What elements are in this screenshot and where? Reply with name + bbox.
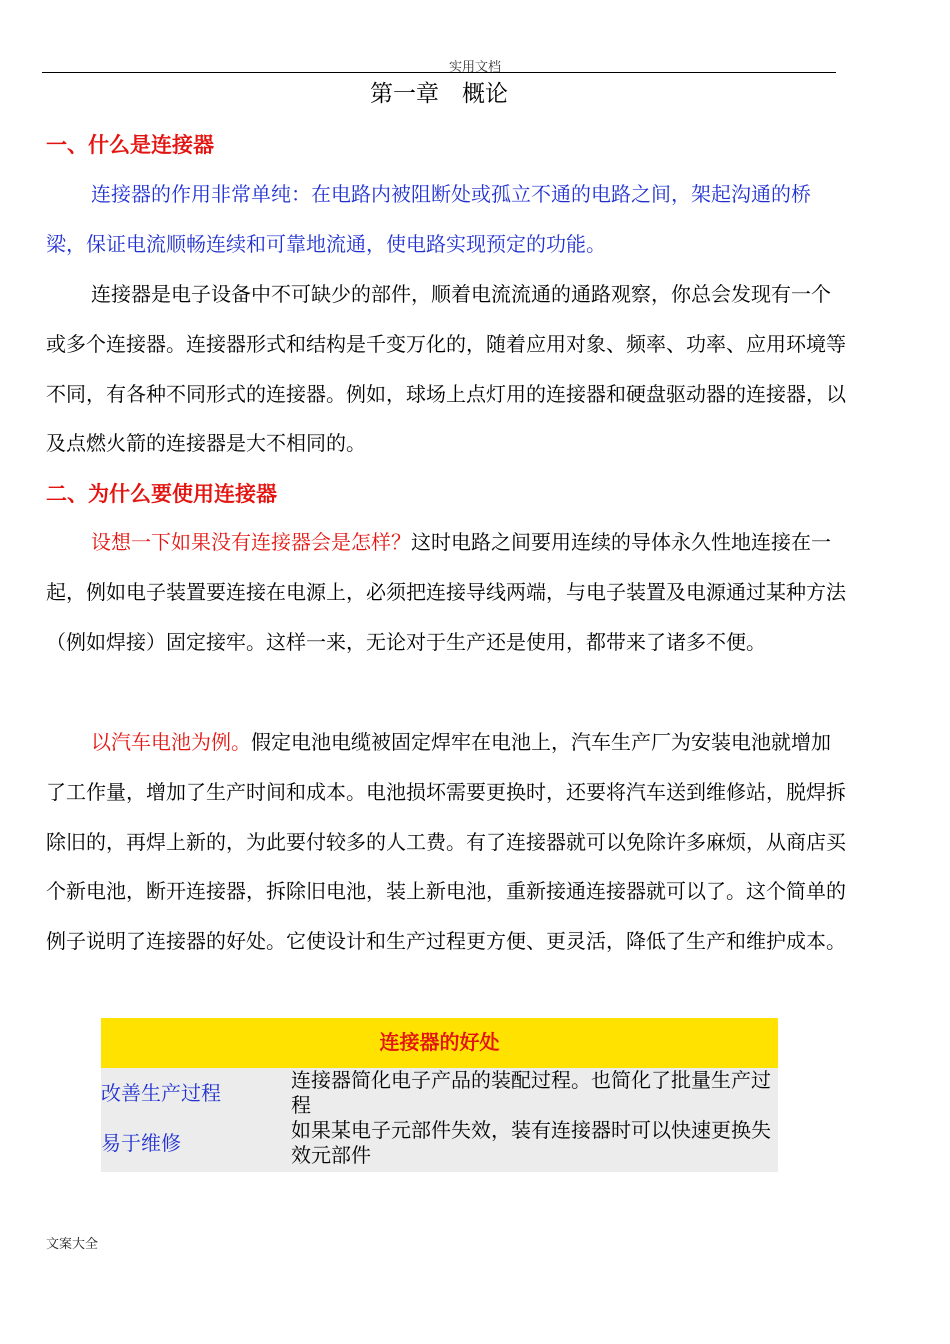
section-heading-1: 一、什么是连接器 — [46, 133, 214, 157]
table-row-value: 连接器简化电子产品的装配过程。也简化了批量生产过程 — [291, 1068, 771, 1117]
chapter-title: 第一章 概论 — [370, 81, 508, 107]
section-2-paragraph-1 — [46, 518, 846, 667]
table-row-value: 如果某电子元部件失效，装有连接器时可以快速更换失效元部件 — [291, 1118, 771, 1167]
table-title: 连接器的好处 — [101, 1018, 778, 1068]
paragraph-lead: 以汽车电池为例。 — [91, 730, 251, 754]
benefits-table — [101, 1018, 778, 1172]
section-1-paragraph-2: 连接器是电子设备中不可缺少的部件，顺着电流流通的通路观察，你总会发现有一个或多个连接器。连接器形式和结构是千变万化的，随着应用对象、频率、功率、应用环境等不同，有各种不同形式的连接器。例如，球场上点灯用的连接器和硬盘驱动器的连接器，以及点燃火箭的连接器是大不相同的。 — [46, 282, 846, 456]
table-row — [101, 1118, 778, 1168]
page-header: 实用文档 — [448, 60, 501, 75]
paragraph-body: 假定电池电缆被固定焊牢在电池上，汽车生产厂为安装电池就增加了工作量，增加了生产时间和成本。电池损坏需要更换时，还要将汽车送到维修站，脱焊拆除旧的，再焊上新的，为此要付较多的人工费。有了连接器就可以免除许多麻烦，从商店买个新电池，断开连接器，拆除旧电池，装上新电池，重新接通连接器就可以了。这个简单的例子说明了连接器的好处。它使设计和生产过程更方便、更灵活，降低了生产和维护成本。 — [46, 730, 846, 954]
table-row — [101, 1068, 778, 1118]
paragraph-body: 这时电路之间要用连续的导体永久性地连接在一起，例如电子装置要连接在电源上，必须把连接导线两端，与电子装置及电源通过某种方法（例如焊接）固定接牢。这样一来，无论对于生产还是使用，都带来了诸多不便。 — [46, 530, 846, 654]
section-1-paragraph-1: 连接器的作用非常单纯：在电路内被阻断处或孤立不通的电路之间，架起沟通的桥梁，保证电流顺畅连续和可靠地流通，使电路实现预定的功能。 — [46, 182, 811, 256]
table-row-key: 改善生产过程 — [101, 1081, 221, 1105]
page-footer: 文案大全 — [46, 1237, 99, 1252]
header-rule — [42, 72, 836, 73]
table-row-key: 易于维修 — [101, 1131, 181, 1155]
table-body — [101, 1068, 778, 1172]
paragraph-lead: 设想一下如果没有连接器会是怎样？ — [91, 530, 411, 554]
section-heading-2: 二、为什么要使用连接器 — [46, 482, 277, 506]
section-2-paragraph-2 — [46, 718, 846, 967]
